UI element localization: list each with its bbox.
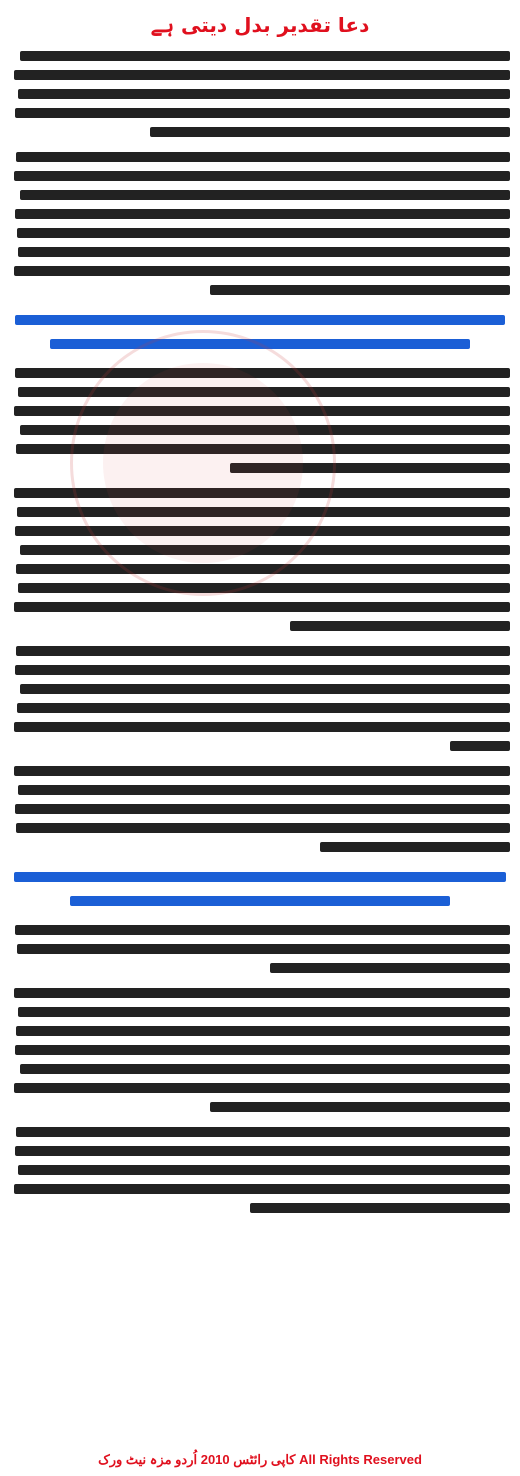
paragraph [10, 363, 510, 477]
highlight-quote [10, 307, 510, 355]
article-title: دعا تقدیر بدل دیتی ہے [150, 13, 370, 37]
copyright-footer: All Rights Reserved کاپی رائٹس 2010 اُردو مزہ نیٹ ورک [98, 1452, 422, 1467]
paragraph [10, 147, 510, 299]
paragraph [10, 1122, 510, 1217]
paragraph [10, 983, 510, 1116]
paragraph [10, 920, 510, 977]
highlight-quote [10, 864, 510, 912]
paragraph [10, 641, 510, 755]
paragraph [10, 483, 510, 635]
paragraph [10, 761, 510, 856]
paragraph [10, 46, 510, 141]
